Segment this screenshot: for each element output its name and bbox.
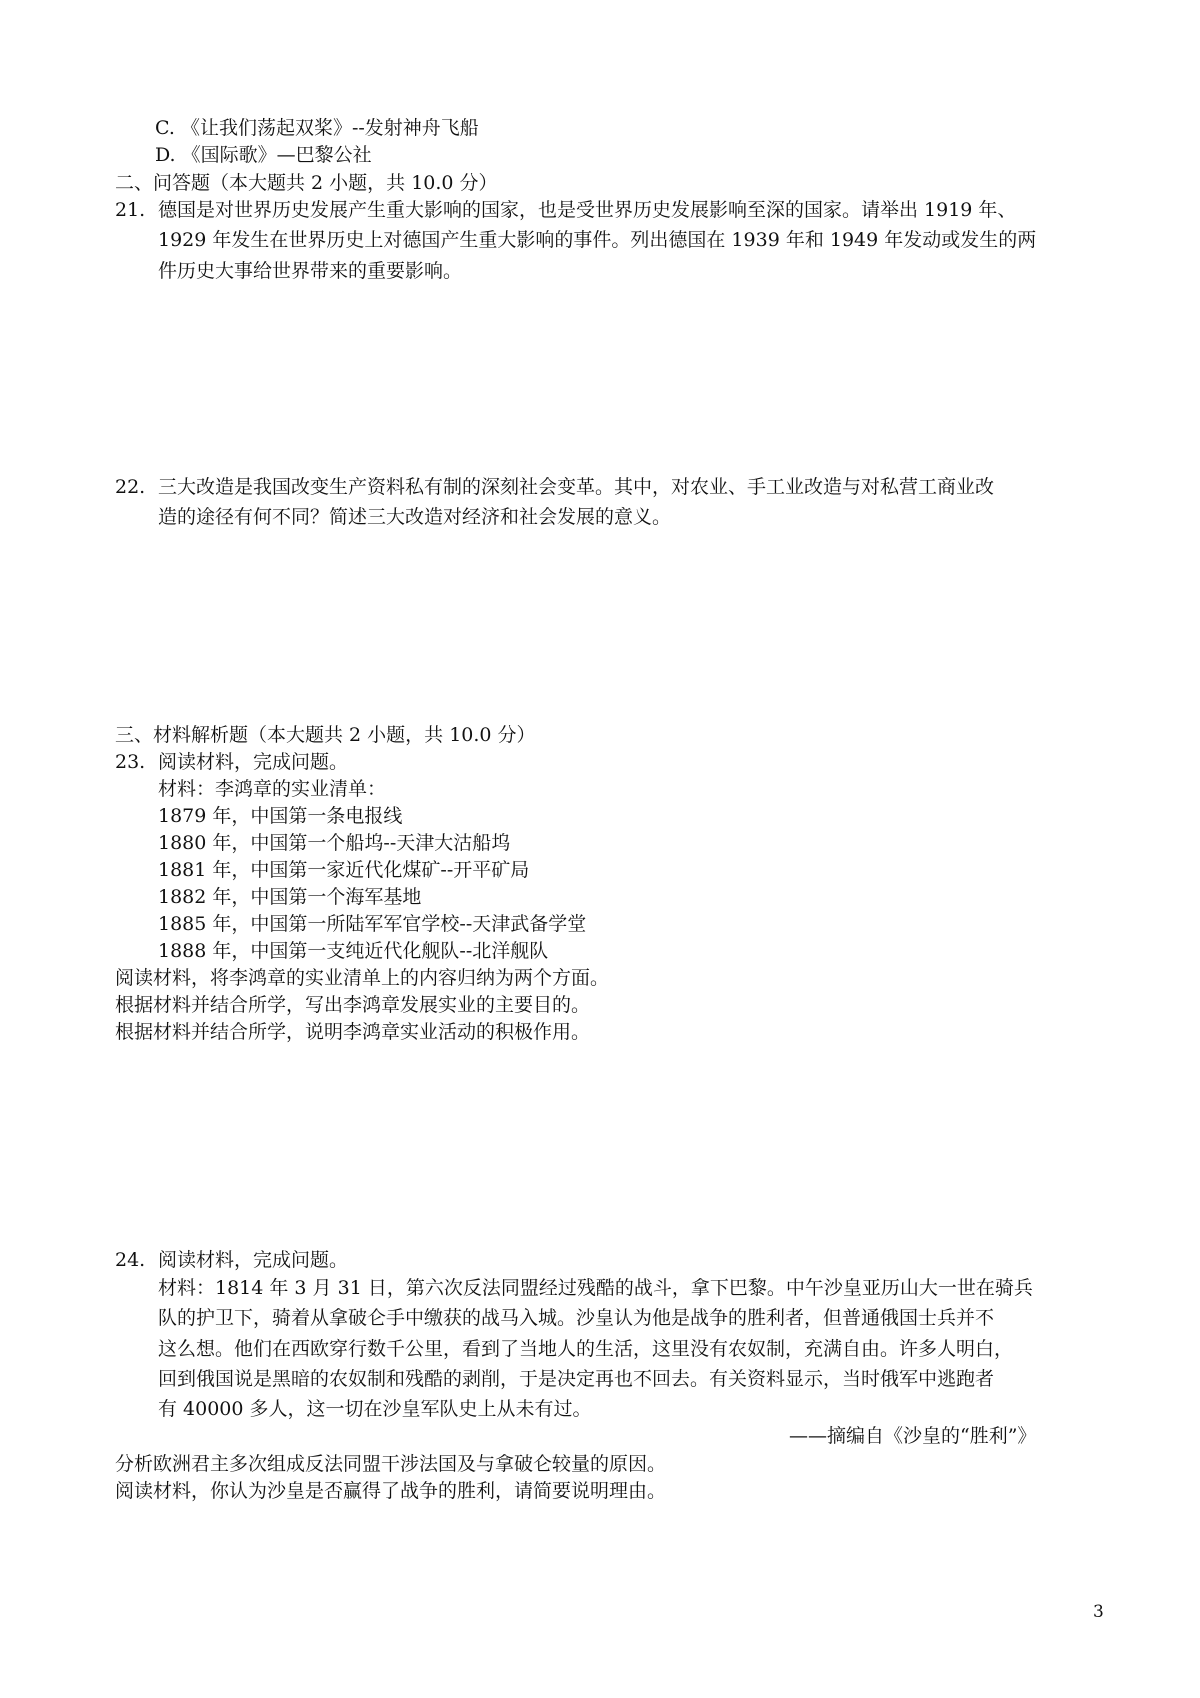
question-24-sub-2: 阅读材料，你认为沙皇是否赢得了战争的胜利，请简要说明理由。 [115, 1480, 667, 1502]
question-23-sub-3: 根据材料并结合所学，说明李鸿章实业活动的积极作用。 [115, 1021, 591, 1043]
material-23-title: 材料：李鸿章的实业清单： [158, 778, 387, 800]
material-24-line-5: 有 40000 多人，这一切在沙皇军队史上从未有过。 [158, 1398, 592, 1420]
material-24-line-4: 回到俄国说是黑暗的农奴制和残酷的剥削，于是决定再也不回去。有关资料显示，当时俄军中逃跑者 [158, 1368, 995, 1390]
question-23-sub-1: 阅读材料，将李鸿章的实业清单上的内容归纳为两个方面。 [115, 967, 610, 989]
question-number-21: 21. [115, 199, 146, 221]
question-23-sub-2: 根据材料并结合所学，写出李鸿章发展实业的主要目的。 [115, 994, 591, 1016]
question-22-line-1: 三大改造是我国改变生产资料私有制的深刻社会变革。其中，对农业、手工业改造与对私营工商业改 [158, 476, 995, 498]
question-22-line-2: 造的途径有何不同？简述三大改造对经济和社会发展的意义。 [158, 506, 672, 528]
material-23-item-1882: 1882 年，中国第一个海军基地 [158, 886, 422, 908]
question-21-line-2: 1929 年发生在世界历史上对德国产生重大影响的事件。列出德国在 1939 年和 1949 年发动或发生的两 [158, 229, 1037, 251]
section-heading-2: 二、问答题（本大题共 2 小题，共 10.0 分） [115, 172, 498, 194]
question-21-line-1: 德国是对世界历史发展产生重大影响的国家，也是受世界历史发展影响至深的国家。请举出 1919 年、 [158, 199, 1017, 221]
question-number-22: 22. [115, 476, 146, 498]
question-24-sub-1: 分析欧洲君主多次组成反法同盟干涉法国及与拿破仑较量的原因。 [115, 1453, 667, 1475]
material-23-item-1879: 1879 年，中国第一条电报线 [158, 805, 403, 827]
material-24-line-3: 这么想。他们在西欧穿行数千公里，看到了当地人的生活，这里没有农奴制，充满自由。许多人明白， [158, 1338, 1014, 1360]
question-number-23: 23. [115, 751, 146, 773]
material-23-item-1881: 1881 年，中国第一家近代化煤矿--开平矿局 [158, 859, 530, 881]
material-23-item-1888: 1888 年，中国第一支纯近代化舰队--北洋舰队 [158, 940, 549, 962]
section-heading-3: 三、材料解析题（本大题共 2 小题，共 10.0 分） [115, 724, 536, 746]
question-21-line-3: 件历史大事给世界带来的重要影响。 [158, 260, 463, 282]
material-23-item-1885: 1885 年，中国第一所陆军军官学校--天津武备学堂 [158, 913, 587, 935]
option-c: C. 《让我们荡起双桨》--发射神舟飞船 [155, 117, 479, 139]
page-number: 3 [1093, 1602, 1104, 1622]
material-24-line-2: 队的护卫下，骑着从拿破仑手中缴获的战马入城。沙皇认为他是战争的胜利者，但普通俄国士兵并不 [158, 1307, 995, 1329]
material-23-item-1880: 1880 年，中国第一个船坞--天津大沽船坞 [158, 832, 511, 854]
option-d: D. 《国际歌》—巴黎公社 [155, 144, 372, 166]
question-24-prompt: 阅读材料，完成问题。 [158, 1249, 349, 1271]
question-23-prompt: 阅读材料，完成问题。 [158, 751, 349, 773]
question-number-24: 24. [115, 1249, 146, 1271]
material-24-source: ——摘编自《沙皇的“胜利”》 [789, 1425, 1037, 1447]
material-24-line-1: 材料：1814 年 3 月 31 日，第六次反法同盟经过残酷的战斗，拿下巴黎。中午沙皇亚历山大一世在骑兵 [158, 1277, 1033, 1299]
